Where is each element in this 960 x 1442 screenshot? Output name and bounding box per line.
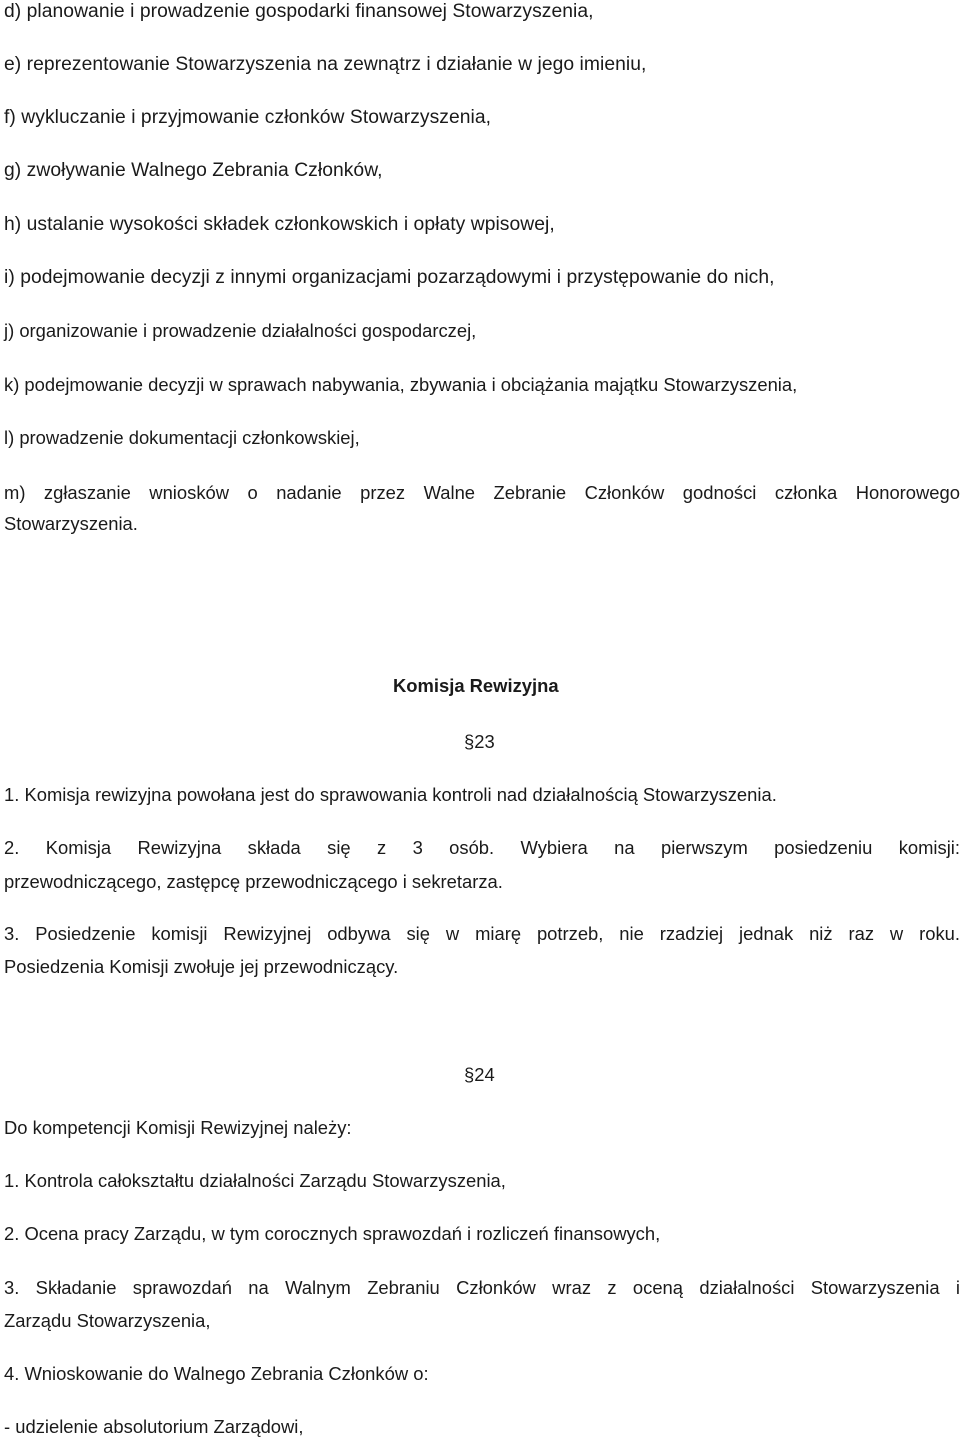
list-item-k: k) podejmowanie decyzji w sprawach nabywania, zbywania i obciążania majątku Stowarzyszenia, xyxy=(4,374,798,395)
list-item-m-line2: Stowarzyszenia. xyxy=(4,513,138,534)
paragraph-23-item-3-line1: 3. Posiedzenie komisji Rewizyjnej odbywa się w miarę potrzeb, nie rzadziej jednak niż raz w roku. xyxy=(4,923,960,944)
paragraph-24-item-1: 1. Kontrola całokształtu działalności Zarządu Stowarzyszenia, xyxy=(4,1170,506,1191)
paragraph-24-item-2: 2. Ocena pracy Zarządu, w tym corocznych sprawozdań i rozliczeń finansowych, xyxy=(4,1223,661,1244)
list-item-l: l) prowadzenie dokumentacji członkowskiej, xyxy=(4,427,360,448)
list-item-f: f) wykluczanie i przyjmowanie członków Stowarzyszenia, xyxy=(4,107,492,128)
paragraph-number-23: §23 xyxy=(464,731,495,752)
list-item-h: h) ustalanie wysokości składek członkowskich i opłaty wpisowej, xyxy=(4,214,555,235)
paragraph-24-intro: Do kompetencji Komisji Rewizyjnej należy: xyxy=(4,1117,352,1138)
paragraph-23-item-3-line2: Posiedzenia Komisji zwołuje jej przewodniczący. xyxy=(4,956,399,977)
section-heading: Komisja Rewizyjna xyxy=(393,675,559,696)
list-item-g: g) zwoływanie Walnego Zebrania Członków, xyxy=(4,160,383,181)
paragraph-23-item-2-line2: przewodniczącego, zastępcę przewodniczącego i sekretarza. xyxy=(4,871,503,892)
paragraph-23-item-1: 1. Komisja rewizyjna powołana jest do sprawowania kontroli nad działalnością Stowarzyszenia. xyxy=(4,784,777,805)
list-item-j: j) organizowanie i prowadzenie działalności gospodarczej, xyxy=(4,320,477,341)
paragraph-number-24: §24 xyxy=(464,1064,495,1085)
paragraph-24-item-3-line1: 3. Składanie sprawozdań na Walnym Zebraniu Członków wraz z oceną działalności Stowarzyszenia i xyxy=(4,1277,960,1298)
list-item-e: e) reprezentowanie Stowarzyszenia na zewnątrz i działanie w jego imieniu, xyxy=(4,54,647,75)
list-item-m-line1: m) zgłaszanie wniosków o nadanie przez Walne Zebranie Członków godności członka Honorowego xyxy=(4,482,960,503)
paragraph-24-item-4: 4. Wnioskowanie do Walnego Zebrania Członków o: xyxy=(4,1363,429,1384)
list-item-d: d) planowanie i prowadzenie gospodarki finansowej Stowarzyszenia, xyxy=(4,1,594,22)
paragraph-24-item-4-sub-a: - udzielenie absolutorium Zarządowi, xyxy=(4,1416,304,1437)
list-item-i: i) podejmowanie decyzji z innymi organizacjami pozarządowymi i przystępowanie do nich, xyxy=(4,267,775,288)
paragraph-23-item-2-line1: 2. Komisja Rewizyjna składa się z 3 osób. Wybiera na pierwszym posiedzeniu komisji: xyxy=(4,837,960,858)
paragraph-24-item-3-line2: Zarządu Stowarzyszenia, xyxy=(4,1310,211,1331)
